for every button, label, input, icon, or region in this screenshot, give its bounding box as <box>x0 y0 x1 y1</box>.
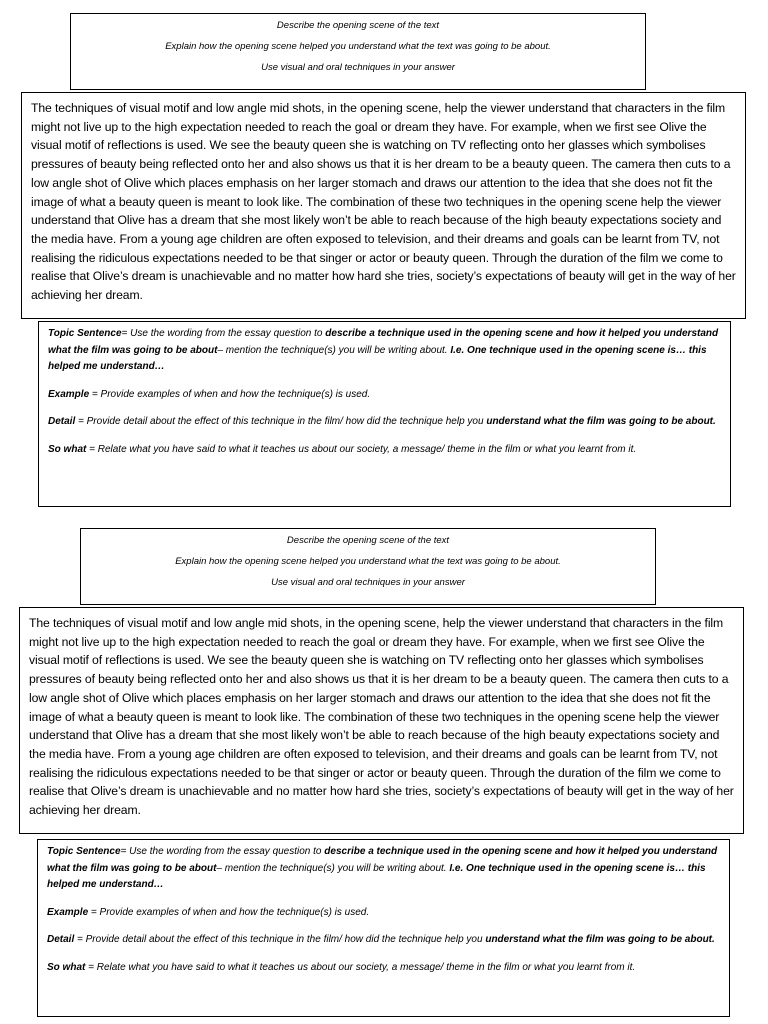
topic-bold: I.e. One technique used in the opening scene is… this helped me understand… <box>48 344 707 372</box>
topic-label: Topic Sentence <box>48 328 122 339</box>
question-line: Describe the opening scene of the text <box>276 20 440 31</box>
topic-text: – mention the technique(s) you will be writing about. <box>217 344 451 356</box>
detail-text: = Provide detail about the effect of this technique in the film/ how did the technique help you <box>74 934 486 945</box>
so-what-guide <box>47 960 720 977</box>
topic-text: – mention the technique(s) you will be writing about. <box>216 862 450 874</box>
question-line: Describe the opening scene of the text <box>286 535 450 546</box>
example-text: = Provide examples of when and how the technique(s) is used. <box>88 906 370 918</box>
detail-label: Detail <box>47 934 75 945</box>
example-guide <box>47 905 720 922</box>
so-what-text: = Relate what you have said to what it teaches us about our society, a message/ theme in the film or what you learnt from it. <box>86 443 637 455</box>
example-label: Example <box>47 906 89 918</box>
so-what-text: = Relate what you have said to what it teaches us about our society, a message/ theme in the film or what you learnt from it. <box>85 961 636 973</box>
question-box-2 <box>80 528 656 605</box>
answer-paragraph: The techniques of visual motif and low angle mid shots, in the opening scene, help the viewer understand that characters in the film might not live up to the high expectation needed to reach the goal or dream they have. For example, when we first see Olive the visual motif of reflections is used. We see the beauty queen she is watching on TV reflecting onto her glasses which symbolises pressures of beauty being reflected onto her and also shows us that it is her dream to be a beauty queen. The camera then cuts to a low angle shot of Olive which places emphasis on her larger stomach and draws our attention to the idea that she does not fit the image of what a beauty queen is meant to look like. The combination of these two techniques in the opening scene help the viewer understand that Olive has a dream that she most likely won’t be able to reach because of the high beauty expectations society and the media have. From a young age children are often exposed to television, and their dreams and goals can be learnt from TV, not realising the ridiculous expectations needed to be that singer or actor or beauty queen. Through the duration of the film we come to realise that Olive’s dream is unachievable and no matter how hard she tries, society’s expectations of beauty will get in the way of her achieving her dream. <box>31 101 736 303</box>
topic-bold: I.e. One technique used in the opening scene is… this helped me understand… <box>47 862 706 890</box>
question-line: Use visual and oral techniques in your answer <box>271 577 465 588</box>
example-guide <box>48 387 721 404</box>
question-line: Explain how the opening scene helped you understand what the text was going to be about. <box>165 41 551 52</box>
detail-bold: understand what the film was going to be about. <box>485 934 715 945</box>
topic-text: = Use the wording from the essay question to <box>121 328 326 339</box>
detail-text: = Provide detail about the effect of this technique in the film/ how did the technique help you <box>75 416 487 427</box>
detail-bold: understand what the film was going to be about. <box>486 416 716 427</box>
so-what-label: So what <box>47 961 86 973</box>
answer-paragraph-box-2 <box>19 607 744 834</box>
detail-label: Detail <box>48 416 76 427</box>
detail-guide <box>47 932 720 949</box>
example-text: = Provide examples of when and how the technique(s) is used. <box>89 388 371 400</box>
topic-text: = Use the wording from the essay question to <box>120 846 325 857</box>
topic-sentence-guide <box>48 326 721 376</box>
question-line: Explain how the opening scene helped you understand what the text was going to be about. <box>175 556 561 567</box>
question-line: Use visual and oral techniques in your answer <box>261 62 455 73</box>
topic-label: Topic Sentence <box>47 846 121 857</box>
answer-paragraph-box-1 <box>21 92 746 319</box>
so-what-label: So what <box>48 443 87 455</box>
topic-sentence-guide <box>47 844 720 894</box>
topic-bold: describe a technique used in the opening scene and how it helped you understand what the film was going to be about <box>48 328 719 356</box>
writing-guide-box-2 <box>37 839 730 1017</box>
writing-guide-box-1 <box>38 321 731 507</box>
so-what-guide <box>48 442 721 459</box>
topic-bold: describe a technique used in the opening scene and how it helped you understand what the film was going to be about <box>47 846 718 874</box>
answer-paragraph: The techniques of visual motif and low angle mid shots, in the opening scene, help the viewer understand that characters in the film might not live up to the high expectation needed to reach the goal or dream they have. For example, when we first see Olive the visual motif of reflections is used. We see the beauty queen she is watching on TV reflecting onto her glasses which symbolises pressures of beauty being reflected onto her and also shows us that it is her dream to be a beauty queen. The camera then cuts to a low angle shot of Olive which places emphasis on her larger stomach and draws our attention to the idea that she does not fit the image of what a beauty queen is meant to look like. The combination of these two techniques in the opening scene help the viewer understand that Olive has a dream that she most likely won’t be able to reach because of the high beauty expectations society and the media have. From a young age children are often exposed to television, and their dreams and goals can be learnt from TV, not realising the ridiculous expectations needed to be that singer or actor or beauty queen. Through the duration of the film we come to realise that Olive’s dream is unachievable and no matter how hard she tries, society’s expectations of beauty will get in the way of her achieving her dream. <box>29 616 734 818</box>
question-box-1 <box>70 13 646 90</box>
detail-guide <box>48 414 721 431</box>
example-label: Example <box>48 388 90 400</box>
